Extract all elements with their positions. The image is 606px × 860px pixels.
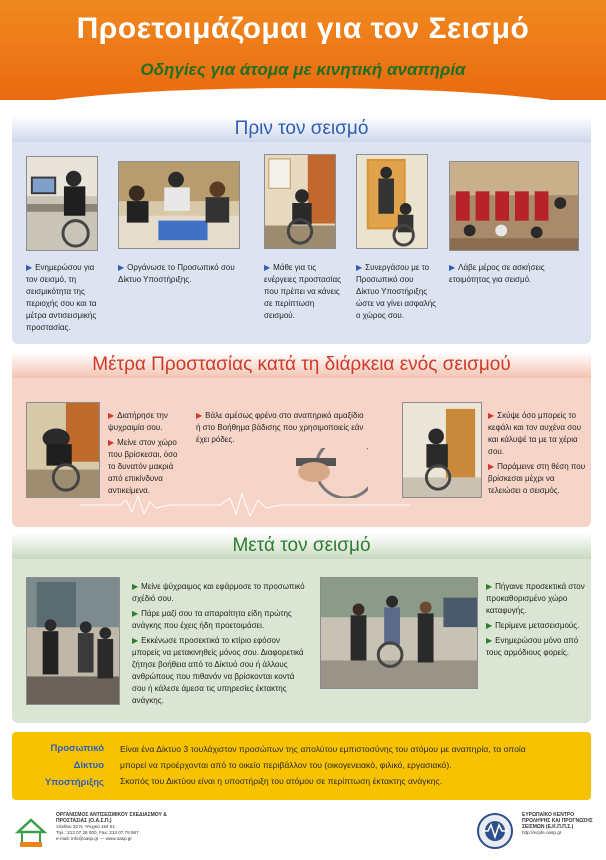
bullet-arrow-icon: ▶: [488, 462, 495, 471]
section-before: [12, 116, 591, 344]
photo-covering-head-wheelchair: [26, 402, 100, 498]
caption-before-3: ▶ Μάθε για τις ενέργειες προστασίας που πρέπει να κάνεις σε περίπτωση σεισμού.: [264, 263, 341, 320]
bullet-arrow-icon: ▶: [486, 621, 493, 630]
caption-during-center: ▶ Βάλε αμέσως φρένο στο αναπηρικό αμαξίδιο ή στο Βοήθημα βάδισης που χρησιμοποιείς εάν έχει ρόδες.: [196, 411, 364, 444]
page-subtitle: Οδηγίες για άτομα με κινητική αναπηρία: [140, 60, 466, 79]
bullet-arrow-icon: ▶: [108, 411, 115, 420]
caption-before-5: ▶ Λάβε μέρος σε ασκήσεις ετοιμότητας για σεισμό.: [449, 263, 545, 284]
support-network-description: Είναι ένα Δίκτυο 3 τουλάχιστον προσώπων της απολύτου εμπιστοσύνης του ατόμου με αναπηρία, τα οποία μπορεί να προέρχονται από το οικείο περιβάλλον του (οικογενειακό, φιλικό, εργασιακό). Σκοπός του Δικτύου είναι η υποστήριξη του ατόμου σε περίπτωση έκτακτης ανάγκης.: [120, 744, 526, 786]
bullet-arrow-icon: ▶: [26, 263, 33, 272]
ecpfe-contact-info: ΕΥΡΩΠΑΪΚΟ ΚΕΝΤΡΟ ΠΡΟΛΗΨΗΣ ΚΑΙ ΠΡΟΓΝΩΣΗΣ ΣΕΙΣΜΩΝ (Ε.Κ.Π.Π.Σ.) http://ecpfe.oasp.gr: [522, 812, 593, 835]
caption-during-left: ▶ Διατήρησε την ψυχραιμία σου. ▶ Μείνε στον χώρο που βρίσκεσαι, όσο το δυνατόν μακριά από επικίνδυνα αντικείμενα.: [108, 411, 178, 495]
photo-wheelchair-user-reading: [264, 154, 336, 249]
bullet-arrow-icon: ▶: [486, 582, 493, 591]
bullet-arrow-icon: ▶: [132, 582, 139, 591]
section-title-during: Μέτρα Προστασίας κατά τη διάρκεια ενός σεισμού: [92, 354, 511, 375]
seismograph-line: [80, 490, 410, 520]
photo-building-evacuation: [26, 577, 120, 705]
bullet-arrow-icon: ▶: [108, 438, 115, 447]
bullet-arrow-icon: ▶: [449, 263, 456, 272]
oasp-logo: [14, 814, 48, 848]
bullet-arrow-icon: ▶: [196, 411, 203, 420]
photo-group-meeting: [118, 161, 240, 249]
photo-drill-exercise: [449, 161, 579, 251]
bullet-arrow-icon: ▶: [488, 411, 495, 420]
bullet-arrow-icon: ▶: [486, 636, 493, 645]
section-title-before: Πριν τον σεισμό: [234, 118, 369, 139]
ecpfe-logo: [476, 812, 514, 850]
caption-before-1: ▶ Ενημερώσου για τον σεισμό, τη σεισμικότητα της περιοχής σου και τα μέτρα αντισεισμικής προστασίας.: [26, 263, 97, 332]
bullet-arrow-icon: ▶: [356, 263, 363, 272]
caption-after-right: ▶ Πήγαινε προσεκτικά στον προκαθορισμένο χώρο καταφυγής. ▶ Περίμενε μετασεισμούς. ▶ Ενημερώσου μόνο από τους αρμόδιους φορείς.: [486, 582, 585, 657]
support-network-label: Προσωπικό Δίκτυο Υποστήριξης: [44, 743, 104, 788]
caption-during-right: ▶ Σκύψε όσο μπορείς το κεφάλι και τον αυχένα σου και κάλυψέ τα με τα χέρια σου. ▶ Παράμεινε στη θέση που βρίσκεσαι μέχρι να τελειώσει ο σεισμός.: [488, 411, 586, 495]
photo-covering-neck-wheelchair: [402, 402, 482, 498]
bullet-arrow-icon: ▶: [118, 263, 125, 272]
header-banner: [0, 0, 606, 100]
page-title: Προετοιμάζομαι για τον Σεισμό: [76, 12, 530, 45]
photo-person-at-computer: [26, 156, 98, 251]
caption-before-2: ▶ Οργάνωσε το Προσωπικό σου Δίκτυο Υποστήριξης.: [118, 263, 235, 284]
oasp-contact-info: ΟΡΓΑΝΙΣΜΟΣ ΑΝΤΙΣΕΙΣΜΙΚΟΥ ΣΧΕΔΙΑΣΜΟΥ & ΠΡΟΣΤΑΣΙΑΣ (Ο.Α.Σ.Π.) Ξάνθου 32 Ν. Ψυχικό 154 51 Τηλ.: 213 07 28 000, Fax: 213 07 79 567 e-mail: info@oasp.gr — www.oasp.gr: [56, 812, 167, 841]
section-title-after: Μετά τον σεισμό: [232, 535, 371, 556]
bullet-arrow-icon: ▶: [264, 263, 271, 272]
bullet-arrow-icon: ▶: [132, 636, 139, 645]
bullet-arrow-icon: ▶: [132, 609, 139, 618]
footer: [0, 806, 606, 860]
caption-after-left: ▶ Μείνε ψύχραιμος και εφάρμοσε το προσωπικό σχέδιό σου. ▶ Πάρε μαζί σου τα απαραίτητα είδη πρώτης ανάγκης που έχεις ήδη προετοιμάσει. ▶ Εκκένωσε προσεκτικά το κτίριο εφόσον μπορείς να μετακινηθείς μόνος σου. Διαφορετικά ζήτησε βοήθεια από το Δίκτυό σου ή άλλους ανθρώπους που πιθανόν να βρίσκονται κοντά σου ή κάλεσε άμεσα τις υπηρεσίες έκτακτης ανάγκης.: [132, 582, 305, 705]
caption-before-4: ▶ Συνεργάσου με το Προσωπικό σου Δίκτυο Υποστήριξης ώστε να γίνει ασφαλής ο χώρος σου.: [356, 263, 437, 320]
photo-securing-shelf: [356, 154, 428, 249]
support-network-box: [12, 732, 591, 800]
section-after: [12, 533, 591, 723]
photo-outdoor-gathering: [320, 577, 478, 689]
